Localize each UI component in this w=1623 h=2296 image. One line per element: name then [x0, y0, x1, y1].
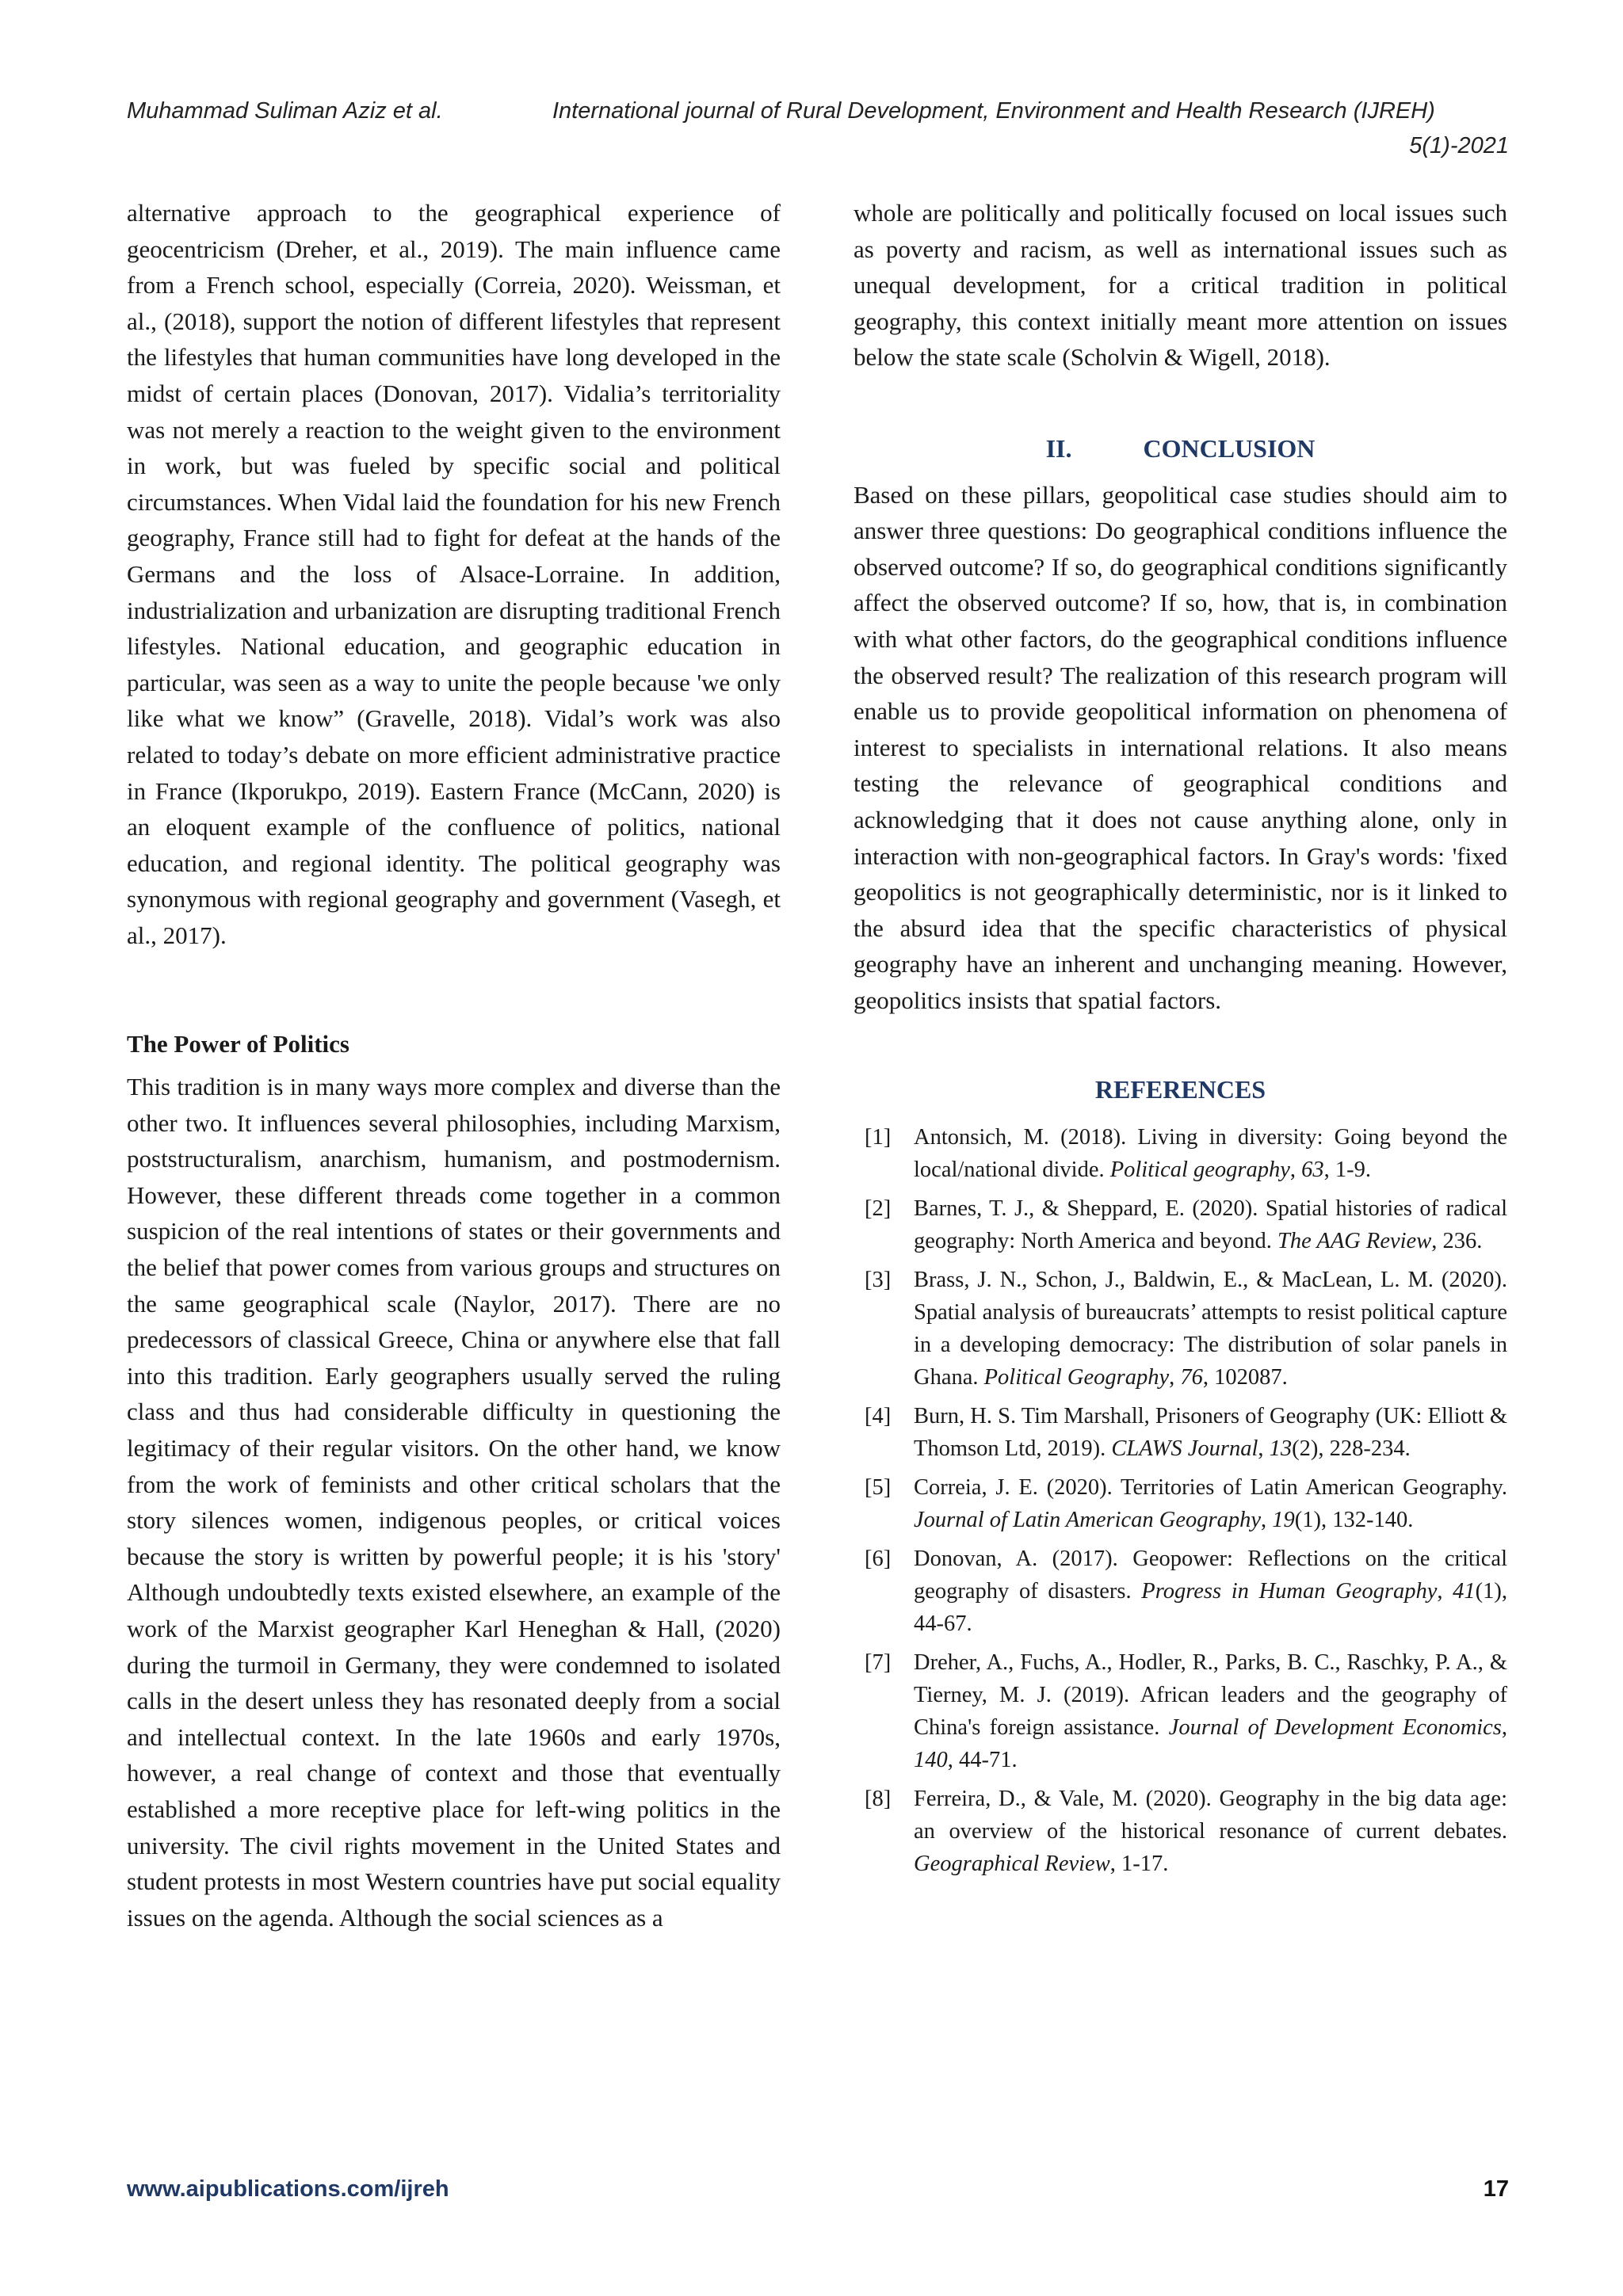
reference-item: [4] Burn, H. S. Tim Marshall, Prisoners of Geography (UK: Elliott & Thomson Ltd, 2019). CLAWS Journal, 13(2), 228-234.	[854, 1400, 1507, 1465]
footer-url[interactable]: www.aipublications.com/ijreh	[127, 2176, 449, 2202]
reference-item: [2] Barnes, T. J., & Sheppard, E. (2020). Spatial histories of radical geography: North America and beyond. The AAG Review, 236.	[854, 1192, 1507, 1257]
reference-item: [1] Antonsich, M. (2018). Living in diversity: Going beyond the local/national divide. Political geography, 63, 1-9.	[854, 1121, 1507, 1186]
section-title: CONCLUSION	[1143, 433, 1316, 463]
reference-number: [7]	[865, 1650, 892, 1676]
left-column	[127, 195, 781, 1936]
header-journal: International journal of Rural Development, Environment and Health Research (IJREH)	[552, 98, 1435, 124]
reference-item: [8] Ferreira, D., & Vale, M. (2020). Geography in the big data age: an overview of the historical resonance of current debates. Geographical Review, 1-17.	[854, 1783, 1507, 1880]
reference-number: [8]	[865, 1787, 892, 1812]
reference-number: [6]	[865, 1547, 892, 1572]
conclusion-paragraph: Based on these pillars, geopolitical case studies should aim to answer three questions: Do geographical conditions influence the observed outcome? If so, do geographical conditions significantly affect the observed outcome? If so, how, that is, in combination with what other factors, do the geographical conditions influence the observed result? The realization of this research program will enable us to provide geopolitical information on phenomena of interest to specialists in international relations. It also means testing the relevance of geographical conditions and acknowledging that it does not cause anything alone, only in interaction with non-geographical factors. In Gray's words: 'fixed geopolitics is not geographically deterministic, nor is it linked to the absurd idea that the specific characteristics of physical geography have an inherent and unchanging meaning. However, geopolitics insists that spatial factors.	[854, 480, 1507, 1014]
reference-number: [2]	[865, 1196, 892, 1222]
page-number: 17	[1483, 2176, 1509, 2202]
reference-item: [7] Dreher, A., Fuchs, A., Hodler, R., Parks, B. C., Raschky, P. A., & Tierney, M. J. (2019). African leaders and the geography of China's foreign assistance. Journal of Development Economics, 140, 44-71.	[854, 1646, 1507, 1776]
reference-number: [4]	[865, 1404, 892, 1429]
section-number: II.	[1045, 433, 1072, 463]
right-column	[854, 195, 1507, 1886]
reference-number: [3]	[865, 1268, 892, 1293]
section-heading-references: REFERENCES	[1094, 1075, 1266, 1104]
reference-number: [5]	[865, 1475, 892, 1501]
header-author: Muhammad Suliman Aziz et al.	[127, 98, 443, 124]
reference-item: [6] Donovan, A. (2017). Geopower: Reflections on the critical geography of disasters. Progress in Human Geography, 41(1), 44-67.	[854, 1543, 1507, 1640]
reference-item: [3] Brass, J. N., Schon, J., Baldwin, E., & MacLean, L. M. (2020). Spatial analysis of bureaucrats’ attempts to resist political capture in a developing democracy: The distribution of solar panels in Ghana. Political Geography, 76, 102087.	[854, 1264, 1507, 1394]
body-paragraph: alternative approach to the geographical experience of geocentricism (Dreher, et al., 2019). The main influence came from a French school, especially (Correia, 2020). Weissman, et al., (2018), support the notion of different lifestyles that represent the lifestyles that human communities have long developed in the midst of certain places (Donovan, 2017). Vidalia’s territoriality was not merely a reaction to the weight given to the environment in work, but was fueled by specific social and political circumstances. When Vidal laid the foundation for his new French geography, France still had to fight for defeat at the hands of the Germans and the loss of Alsace-Lorraine. In addition, industrialization and urbanization are disrupting traditional French lifestyles. National education, and geographic education in particular, was seen as a way to unite the people because 'we only like what we know” (Gravelle, 2018). Vidal’s work was also related to today’s debate on more efficient administrative practice in France (Ikporukpo, 2019). Eastern France (McCann, 2020) is an eloquent example of the confluence of politics, national education, and regional identity. The political geography was synonymous with regional geography and government (Vasegh, et al., 2017).	[127, 199, 781, 949]
header-issue: 5(1)-2021	[1409, 133, 1509, 158]
reference-list	[854, 1121, 1507, 1880]
body-paragraph: This tradition is in many ways more complex and diverse than the other two. It influences several philosophies, including Marxism, poststructuralism, anarchism, humanism, and postmodernism. However, these different threads come together in a common suspicion of the real intentions of states or their governments and the belief that power comes from various groups and structures on the same geographical scale (Naylor, 2017). There are no predecessors of classical Greece, China or anywhere else that fall into this tradition. Early geographers usually served the ruling class and thus had considerable difficulty in questioning the legitimacy of their regular visitors. On the other hand, we know from the work of feminists and other critical scholars that the story silences women, indigenous peoples, or critical voices because the story is written by powerful people; it is his 'story' Although undoubtedly texts existed elsewhere, an example of the work of the Marxist geographer Karl Heneghan & Hall, (2020) during the turmoil in Germany, they were condemned to isolated calls in the desert unless they has resonated deeply from a social and intellectual context. In the late 1960s and early 1970s, however, a real change of context and those that eventually established a more receptive place for left-wing politics in the university. The civil rights movement in the United States and student protests in most Western countries have put social equality issues on the agenda. Although the social sciences as a	[127, 1073, 781, 1932]
reference-item: [5] Correia, J. E. (2020). Territories of Latin American Geography. Journal of Latin American Geography, 19(1), 132-140.	[854, 1471, 1507, 1536]
section-heading-conclusion	[854, 431, 1507, 467]
reference-number: [1]	[865, 1125, 892, 1150]
body-paragraph: whole are politically and politically focused on local issues such as poverty and racism, as well as international issues such as unequal development, for a critical tradition in political geography, this context initially meant more attention on issues below the state scale (Scholvin & Wigell, 2018).	[854, 199, 1507, 372]
subsection-heading: The Power of Politics	[127, 1030, 349, 1058]
